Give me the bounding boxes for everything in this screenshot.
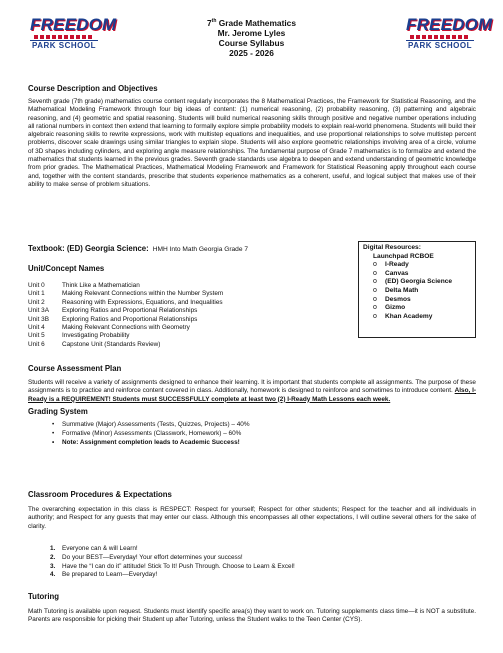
iready-requirement: Also, I-Ready is a REQUIREMENT! Students must SUCCESSFULLY complete at least two (2) I-Ready Math Lessons each week. <box>28 387 476 403</box>
textbook-value: HMH Into Math Georgia Grade 7 <box>152 246 249 253</box>
item-number: 2. <box>50 553 56 561</box>
unit-name: Making Relevant Connections within the Number System <box>62 290 224 298</box>
unit-name: Exploring Ratios and Proportional Relationships <box>62 315 198 323</box>
unit-row <box>28 324 223 332</box>
resource-item <box>373 270 471 279</box>
section-title-tutoring: Tutoring <box>28 592 60 601</box>
unit-code: Unit 6 <box>28 340 45 348</box>
item-number: 3. <box>50 562 56 570</box>
school-logo-left <box>30 15 117 60</box>
circle-bullet-icon: o <box>373 312 377 320</box>
bullet-icon: • <box>52 430 55 437</box>
unit-name: Reasoning with Expressions, Equations, and Inequalities <box>62 298 223 306</box>
resource-item <box>373 313 471 322</box>
expectation-text: Have the “I can do it” attitude! Stick To It! Push Through. Choose to Learn & Excel! <box>62 562 295 570</box>
unit-list <box>28 282 223 349</box>
unit-row <box>28 316 223 324</box>
item-number: 1. <box>50 545 56 552</box>
resource-label: I-Ready <box>385 261 409 269</box>
circle-bullet-icon: o <box>373 278 377 286</box>
unit-row <box>28 341 223 349</box>
unit-code: Unit 3B <box>28 315 49 323</box>
section-title-description: Course Description and Objectives <box>28 84 158 93</box>
circle-bullet-icon: o <box>373 304 377 312</box>
tutoring-paragraph: Math Tutoring is available upon request. Students must identify specific area(s) they want to work on. Tutoring supplements class time—it is NOT a substitute. Parents are responsible for picking their Student up after Tutoring, unless the Student walks to the Teen Center (CYS). <box>28 608 476 624</box>
unit-row <box>28 307 223 315</box>
resource-item <box>373 278 471 287</box>
bullet-icon: • <box>52 421 55 428</box>
grading-text: Note: Assignment completion leads to Academic Success! <box>62 439 240 446</box>
expectation-text: Everyone can & will Learn! <box>62 545 138 552</box>
grading-text: Formative (Minor) Assessments (Classwork, Homework) – 60% <box>62 430 242 437</box>
procedures-paragraph: The overarching expectation in this class is RESPECT: Respect for yourself; Respect for other students; Respect for the teacher and all individuals in authority; and Respect for any guests that may enter our class. Although this encompasses all other expectations, I will outline several others for the sake of clarity. <box>28 506 476 530</box>
circle-bullet-icon: o <box>373 295 377 303</box>
assessment-paragraph: Students will receive a variety of assignments designed to enhance their learning. It is important that students complete all assignments. The purpose of these assignments is to practice and reinforce content covered in class. Additionally, homework is designed to reinforce and sometimes to introduce content. Also, I-Ready is a REQUIREMENT! Students must SUCCESSFULLY complete at least two (2) I-Ready Math Lessons each week. <box>28 379 476 403</box>
teacher-name: Mr. Jerome Lyles <box>217 28 286 38</box>
expectations-list <box>50 545 295 580</box>
unit-code: Unit 3A <box>28 307 49 315</box>
section-title-assessment: Course Assessment Plan <box>28 364 122 373</box>
unit-code: Unit 5 <box>28 332 45 340</box>
expectation-item <box>50 571 295 580</box>
circle-bullet-icon: o <box>373 286 377 294</box>
expectation-text: Do your BEST—Everyday! Your effort determines your success! <box>62 553 243 561</box>
unit-name: Exploring Ratios and Proportional Relationships <box>62 307 198 315</box>
section-title-units: Unit/Concept Names <box>28 264 105 273</box>
description-paragraph: Seventh grade (7th grade) mathematics course content regularly incorporates the 8 Mathematical Practices, the Framework for Statistical Reasoning, and the Mathematical Modeling Framework through four big ideas of content: (1) numerical reasoning, (2) probability reasoning, (3) patterning and algebraic reasoning, and (4) geometric and spatial reasoning. Students will build numerical reasoning skills through positive and negative number operations including all rational numbers in context then extend that learning to formally explore simple probability models to explain real-world phenomena. Students will build their algebraic reasoning skills to rewrite expressions, work with multistep equations and inequalities, and use proportional relationships to solve multistep percent problems, discover scale drawings using similar triangles to explain slope. Students will also explore geometric relationships involving area of a circle, volume of 3D shapes including cylinders, and exploring angle measure relationships. The fundamental purpose of Grade 7 mathematics is to formalize and extend the mathematics that students learned in the previous grades. Seventh grade standards use algebra to deepen and extend understanding of geometric knowledge from prior grades. The Mathematical Practices, Mathematical Modeling Framework and Framework for Statistical Reasoning apply throughout each course and, together with the content standards, prescribe that students experience mathematics as a coherent, useful, and logical subject that makes use of their ability to make sense of problem situations. <box>28 98 476 188</box>
section-title-procedures: Classroom Procedures & Expectations <box>28 490 172 499</box>
resources-title: Digital Resources: <box>363 244 421 251</box>
resource-label: (ED) Georgia Science <box>385 278 453 286</box>
textbook-label: Textbook: (ED) Georgia Science: <box>28 244 149 253</box>
logo-sub: PARK SCHOOL <box>31 41 97 50</box>
resource-label: Khan Academy <box>385 312 433 320</box>
unit-row <box>28 299 223 307</box>
unit-code: Unit 4 <box>28 324 45 332</box>
logo-stripe <box>410 35 470 39</box>
expectation-item <box>50 562 295 572</box>
document-type: Course Syllabus <box>218 38 285 49</box>
resource-label: Delta Math <box>385 286 419 294</box>
unit-code: Unit 2 <box>28 298 45 306</box>
expectation-item <box>50 553 295 563</box>
grading-text: Summative (Major) Assessments (Tests, Quizzes, Projects) – 40% <box>62 421 250 428</box>
resources-subtitle: Launchpad RCBOE <box>373 252 434 260</box>
grading-item <box>52 420 250 429</box>
resource-label: Desmos <box>385 295 411 303</box>
bullet-icon: • <box>52 439 55 446</box>
section-title-grading: Grading System <box>28 407 88 416</box>
grading-item <box>52 438 250 447</box>
resource-item <box>373 287 471 296</box>
unit-name: Investigating Probability <box>62 332 130 340</box>
school-year: 2025 - 2026 <box>229 48 274 59</box>
circle-bullet-icon: o <box>373 261 377 269</box>
document-header <box>100 16 403 59</box>
resource-item <box>373 304 471 313</box>
unit-code: Unit 0 <box>28 282 45 289</box>
unit-name: Making Relevant Connections with Geometry <box>62 324 190 332</box>
unit-row <box>28 282 223 290</box>
logo-sub: PARK SCHOOL <box>407 41 473 50</box>
unit-row <box>28 290 223 298</box>
resource-item <box>373 296 471 305</box>
item-number: 4. <box>50 571 56 579</box>
resource-item <box>373 261 471 270</box>
resource-label: Gizmo <box>385 304 406 312</box>
digital-resources-box <box>358 241 476 338</box>
circle-bullet-icon: o <box>373 269 377 277</box>
resources-list <box>363 261 471 321</box>
unit-code: Unit 1 <box>28 290 45 298</box>
logo-word: FREEDOM <box>406 15 493 34</box>
school-logo-right <box>406 15 493 60</box>
textbook-line <box>28 244 248 253</box>
resource-label: Canvas <box>385 269 409 277</box>
course-title: 7th Grade Mathematics <box>207 17 296 28</box>
unit-name: Think Like a Mathematician <box>62 282 140 289</box>
expectation-item <box>50 545 295 554</box>
grading-list <box>52 420 250 447</box>
logo-stripe <box>34 35 94 39</box>
grading-item <box>52 429 250 438</box>
unit-name: Capstone Unit (Standards Review) <box>62 340 161 348</box>
unit-row <box>28 332 223 340</box>
logo-word: FREEDOM <box>30 15 117 34</box>
expectation-text: Be prepared to Learn—Everyday! <box>62 571 158 579</box>
